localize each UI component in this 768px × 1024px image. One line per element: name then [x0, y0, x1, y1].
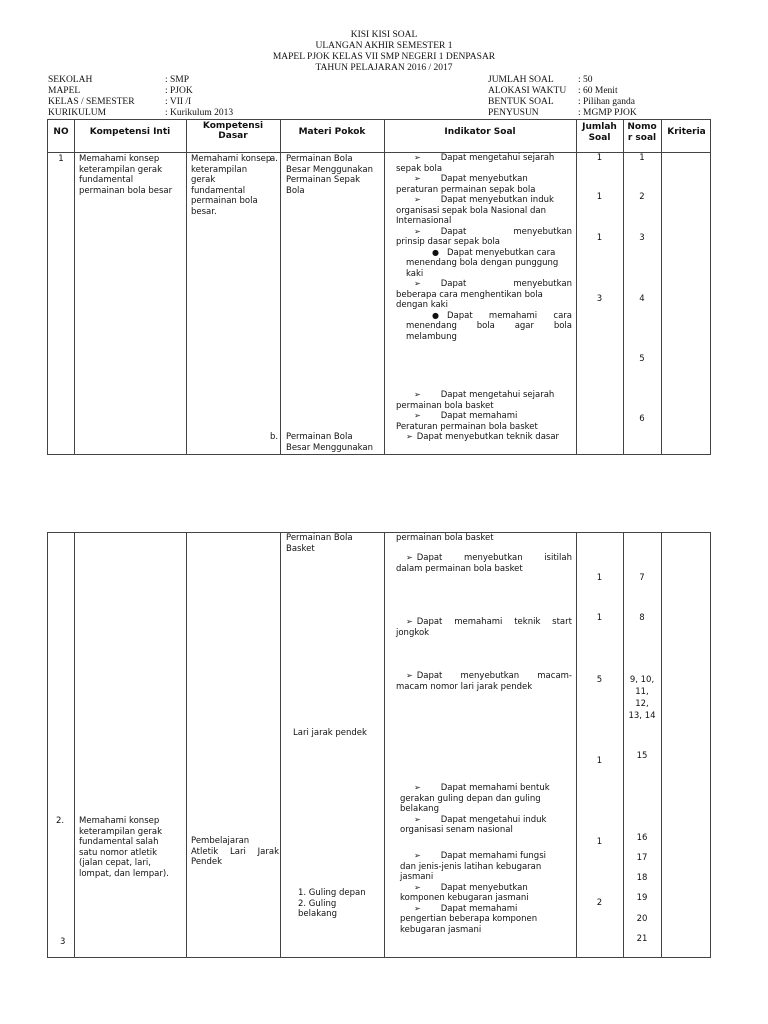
arrow-bullet-icon: ➢ — [414, 814, 421, 824]
info-label: BENTUK SOAL — [488, 97, 554, 107]
kompetensi-dasar: Memahami konsep keterampilan gerak fundamental permainan bola besar. — [191, 154, 272, 217]
materi-pokok: Lari jarak pendek — [293, 728, 367, 738]
col-header-jumlah: Soal — [588, 133, 611, 143]
jumlah-soal: 1 — [596, 837, 603, 847]
arrow-bullet-icon: ➢ — [414, 783, 421, 792]
info-label: KELAS / SEMESTER — [48, 97, 135, 107]
nomor-soal: 4 — [639, 294, 645, 304]
info-label: MAPEL — [48, 86, 81, 96]
arrow-bullet-icon: ➢ — [414, 153, 421, 162]
row-number: 1 — [58, 154, 64, 164]
info-value: : Kurikulum 2013 — [165, 108, 234, 118]
col-header-ki: Kompetensi Inti — [89, 127, 171, 137]
info-value: : PJOK — [165, 86, 193, 96]
doc-title: KISI KISI SOAL — [350, 30, 418, 40]
indikator-soal: ➢ Dapat memahami fungsi dan jenis-jenis latihan kebugaran jasmani ➢ Dapat menyebutkan komponen kebugaran jasmani ➢ Dapat memahami pengertian beberapa komponen kebugaran jasmani — [400, 851, 546, 935]
indikator-soal: permainan bola basket — [396, 533, 494, 543]
jumlah-soal: 3 — [596, 294, 603, 304]
materi-pokok: Permainan Bola Basket — [286, 533, 353, 554]
col-header-materi: Materi Pokok — [298, 127, 366, 137]
materi-marker: b. — [270, 432, 279, 442]
nomor-soal: 12, — [635, 699, 649, 709]
kompetensi-dasar: Pembelajaran Atletik Lari Jarak Pendek — [191, 836, 279, 867]
info-value: : 50 — [578, 75, 593, 85]
col-header-indikator: Indikator Soal — [444, 127, 516, 137]
arrow-bullet-icon: ➢ — [414, 195, 421, 204]
arrow-bullet-icon: ➢ — [414, 851, 421, 860]
info-label: KURIKULUM — [48, 108, 107, 118]
indikator-soal: ➢ Dapat memahami teknik start jongkok — [396, 617, 572, 638]
nomor-soal: 8 — [639, 613, 645, 623]
materi-pokok: Permainan Bola Besar Menggunakan Permainan Sepak Bola — [286, 154, 373, 196]
nomor-soal: 3 — [639, 233, 645, 243]
jumlah-soal: 1 — [596, 233, 603, 243]
jumlah-soal: 5 — [596, 675, 603, 685]
col-header-nomor: r soal — [627, 133, 657, 143]
arrow-bullet-icon: ➢ — [406, 432, 413, 441]
arrow-bullet-icon: ➢ — [414, 279, 421, 288]
col-header-nomor: Nomo — [627, 122, 657, 132]
arrow-bullet-icon: ➢ — [414, 882, 421, 892]
col-header-no: NO — [53, 127, 69, 137]
indikator-soal: ➢ Dapat menyebutkan macam- macam nomor lari jarak pendek — [396, 671, 572, 692]
arrow-bullet-icon: ➢ — [406, 617, 413, 626]
jumlah-soal: 2 — [596, 898, 603, 908]
doc-subject-line: MAPEL PJOK KELAS VII SMP NEGERI 1 DENPASAR — [272, 52, 496, 62]
nomor-soal: 18 — [636, 873, 648, 883]
indikator-soal: ➢ Dapat mengetahui sejarah permainan bola basket ➢ Dapat memahami Peraturan permainan bola basket ➢ Dapat menyebutkan teknik dasar — [396, 390, 560, 442]
nomor-soal: 21 — [636, 934, 648, 944]
nomor-soal: 17 — [636, 853, 648, 863]
materi-marker: a. — [270, 154, 278, 164]
arrow-bullet-icon: ➢ — [414, 390, 421, 399]
arrow-bullet-icon: ➢ — [414, 903, 421, 913]
nomor-soal: 20 — [636, 914, 648, 924]
arrow-bullet-icon: ➢ — [414, 411, 421, 420]
info-value: : MGMP PJOK — [578, 108, 637, 118]
info-label: JUMLAH SOAL — [488, 75, 554, 85]
arrow-bullet-icon: ➢ — [406, 671, 413, 680]
col-header-kriteria: Kriteria — [667, 127, 706, 137]
info-value: : 60 Menit — [578, 86, 618, 96]
arrow-bullet-icon: ➢ — [414, 174, 421, 183]
nomor-soal: 7 — [639, 573, 645, 583]
doc-year-line: TAHUN PELAJARAN 2016 / 2017 — [315, 63, 453, 73]
nomor-soal: 2 — [639, 192, 645, 202]
kompetensi-inti: Memahami konsep keterampilan gerak fundamental permainan bola besar — [79, 154, 173, 196]
materi-pokok: Permainan Bola Besar Menggunakan — [286, 432, 373, 453]
nomor-soal: 6 — [639, 414, 645, 424]
nomor-soal: 1 — [639, 153, 645, 163]
nomor-soal: 9, 10, — [629, 675, 655, 685]
arrow-bullet-icon: ➢ — [406, 553, 413, 562]
info-label: ALOKASI WAKTU — [488, 86, 567, 96]
jumlah-soal: 1 — [596, 573, 603, 583]
jumlah-soal: 1 — [596, 756, 603, 766]
nomor-soal: 19 — [636, 893, 648, 903]
dot-bullet-icon: ● — [432, 247, 439, 257]
col-header-jumlah: Jumlah — [582, 122, 617, 132]
info-label: SEKOLAH — [48, 75, 93, 85]
kompetensi-inti: Memahami konsep keterampilan gerak fundamental salah satu nomor atletik (jalan cepat, lari, lompat, dan lempar). — [79, 816, 169, 879]
materi-pokok: 1. Guling depan 2. Guling belakang — [298, 888, 366, 919]
nomor-soal: 15 — [636, 751, 648, 761]
jumlah-soal: 1 — [596, 613, 603, 623]
nomor-soal: 13, 14 — [628, 711, 656, 721]
indikator-soal: ➢ Dapat memahami bentuk gerakan guling depan dan guling belakang ➢ Dapat mengetahui induk organisasi senam nasional — [400, 783, 550, 835]
nomor-soal: 16 — [636, 833, 648, 843]
kisi-table-page2 — [47, 532, 711, 958]
col-header-kd: Dasar — [218, 131, 248, 141]
jumlah-soal: 1 — [596, 192, 603, 202]
info-value: : VII /I — [165, 97, 192, 107]
arrow-bullet-icon: ➢ — [414, 226, 421, 236]
jumlah-soal: 1 — [596, 153, 603, 163]
nomor-soal: 11, — [635, 687, 649, 697]
nomor-soal: 5 — [639, 354, 645, 364]
indikator-soal: ➢ Dapat menyebutkan isitilah dalam permainan bola basket — [396, 553, 572, 574]
info-value: : Pilihan ganda — [578, 97, 635, 107]
row-number: 2. — [56, 816, 65, 826]
kisi-table-page1 — [47, 119, 711, 455]
doc-subtitle: ULANGAN AKHIR SEMESTER 1 — [315, 41, 453, 51]
dot-bullet-icon: ● — [432, 310, 439, 320]
row-number: 3 — [60, 937, 66, 947]
col-header-kd: Kompetensi — [202, 121, 264, 131]
info-value: : SMP — [165, 75, 190, 85]
info-label: PENYUSUN — [488, 108, 539, 118]
indikator-soal: ➢ Dapat mengetahui sejarah sepak bola ➢ Dapat menyebutkan peraturan permainan sepak bola ➢ Dapat menyebutkan induk organisasi sepak bola Nasional dan Internasional ➢ Dapat menyebutkan prinsip dasar sepak bola ● Dapat menyebutkan cara menendang bola dengan punggung kaki ➢ Dapat menyebutkan beberapa cara menghentikan bola dengan kaki ● Dapat memahami cara menendang bola agar bola melambung — [396, 153, 572, 342]
